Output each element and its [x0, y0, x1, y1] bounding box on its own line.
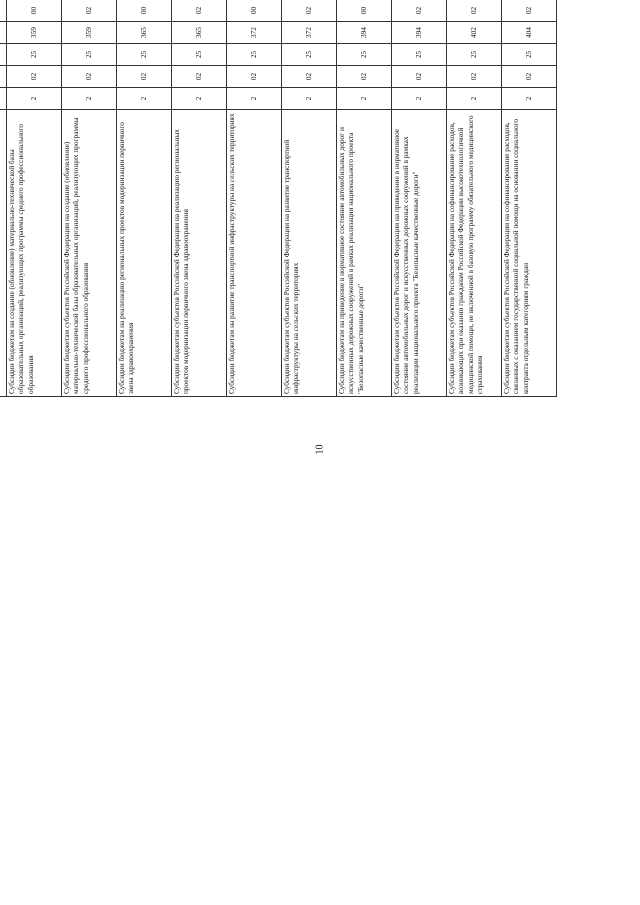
table-row — [337, 0, 392, 397]
row-name-cell: Субсидии бюджетам субъектов Российской Федерации на создание (обновление) материально-технической базы образовательных организаций, реализующих программы среднего профессионального образования — [62, 110, 117, 397]
row-name-cell: Субсидии бюджетам на развитие транспортной инфраструктуры на сельских территориях — [227, 110, 282, 397]
kbk-admin-cell: 2 — [172, 88, 227, 110]
kbk-article-cell: 365 — [172, 22, 227, 44]
kbk-subgroup-cell: 25 — [392, 44, 447, 66]
table-row — [62, 0, 117, 397]
kbk-article-cell: 365 — [117, 22, 172, 44]
kbk-level-cell: 02 — [447, 0, 502, 22]
row-name-cell: Субсидии бюджетам субъектов Российской Федерации на развитие транспортной инфраструктуры на сельских территориях — [282, 110, 337, 397]
kbk-article-cell: 372 — [227, 22, 282, 44]
table-row — [447, 0, 502, 397]
kbk-level-cell: 00 — [117, 0, 172, 22]
kbk-subgroup-cell: 25 — [172, 44, 227, 66]
kbk-article-cell: 394 — [392, 22, 447, 44]
kbk-article-cell: 402 — [447, 22, 502, 44]
kbk-admin-cell: 2 — [62, 88, 117, 110]
kbk-level-cell: 00 — [7, 0, 62, 22]
kbk-group-cell: 02 — [282, 66, 337, 88]
table-row — [392, 0, 447, 397]
kbk-subgroup-cell: 25 — [117, 44, 172, 66]
row-name-cell: Субсидии бюджетам на приведение в нормативное состояние автомобильных дорог и искусственных дорожных сооружений в рамках реализации национального проекта "Безопасные качественные дороги" — [337, 110, 392, 397]
kbk-admin-cell: 2 — [392, 88, 447, 110]
row-name-cell: Субсидии бюджетам субъектов Российской Федерации на приведение в нормативное состояние автомобильных дорог и искусственных дорожных сооружений в рамках реализации национального проекта "Безопасные качественные дороги" — [392, 110, 447, 397]
kbk-subgroup-cell: 25 — [227, 44, 282, 66]
kbk-group-cell: 02 — [337, 66, 392, 88]
kbk-group-cell: 02 — [447, 66, 502, 88]
kbk-article-cell: 404 — [502, 22, 557, 44]
table-row — [172, 0, 227, 397]
kbk-group-cell: 02 — [502, 66, 557, 88]
kbk-subgroup-cell: 25 — [337, 44, 392, 66]
kbk-group-cell: 02 — [62, 66, 117, 88]
row-name-cell: Субсидии бюджетам на реализацию региональных проектов модернизации первичного звена здравоохранения — [117, 110, 172, 397]
row-name-cell: Субсидии бюджетам субъектов Российской Федерации на реализацию региональных проектов модернизации первичного звена здравоохранения — [172, 110, 227, 397]
budget-table — [0, 0, 557, 397]
table-row — [7, 0, 62, 397]
kbk-level-cell: 00 — [227, 0, 282, 22]
kbk-group-cell: 02 — [227, 66, 282, 88]
kbk-subgroup-cell: 25 — [502, 44, 557, 66]
kbk-admin-cell: 2 — [227, 88, 282, 110]
kbk-article-cell: 394 — [337, 22, 392, 44]
table-row — [502, 0, 557, 397]
kbk-article-cell: 359 — [7, 22, 62, 44]
table-row — [227, 0, 282, 397]
kbk-level-cell: 02 — [392, 0, 447, 22]
kbk-admin-cell: 2 — [7, 88, 62, 110]
kbk-admin-cell: 2 — [337, 88, 392, 110]
kbk-subgroup-cell: 25 — [282, 44, 337, 66]
kbk-level-cell: 02 — [62, 0, 117, 22]
kbk-level-cell: 02 — [172, 0, 227, 22]
kbk-article-cell: 372 — [282, 22, 337, 44]
row-name-cell: Субсидии бюджетам субъектов Российской Федерации на софинансирование расходов, возникающих при оказании гражданам Российской Федерации высокотехнологичной медицинской помощи, не включенной в базовую программу обязательного медицинского страхования — [447, 110, 502, 397]
kbk-group-cell: 02 — [392, 66, 447, 88]
page-number: 10 — [314, 444, 326, 455]
rotated-table-container — [0, 0, 534, 397]
kbk-subgroup-cell: 25 — [62, 44, 117, 66]
kbk-admin-cell: 2 — [117, 88, 172, 110]
kbk-group-cell: 02 — [172, 66, 227, 88]
row-name-cell: Субсидии бюджетам на создание (обновление) материально-технической базы образовательных организаций, реализующих программы среднего профессионального образования — [7, 110, 62, 397]
kbk-admin-cell: 2 — [282, 88, 337, 110]
kbk-admin-cell: 2 — [447, 88, 502, 110]
kbk-level-cell: 02 — [502, 0, 557, 22]
kbk-level-cell: 02 — [282, 0, 337, 22]
table-row — [117, 0, 172, 397]
kbk-group-cell: 02 — [117, 66, 172, 88]
kbk-admin-cell: 2 — [502, 88, 557, 110]
kbk-group-cell: 02 — [7, 66, 62, 88]
table-row — [282, 0, 337, 397]
kbk-subgroup-cell: 25 — [7, 44, 62, 66]
kbk-article-cell: 359 — [62, 22, 117, 44]
row-name-cell: Субсидии бюджетам субъектов Российской Федерации на софинансирование расходов, связанных с оказанием государственной социальной помощи на основании социального контракта отдельным категориям граждан — [502, 110, 557, 397]
kbk-subgroup-cell: 25 — [447, 44, 502, 66]
kbk-level-cell: 00 — [337, 0, 392, 22]
